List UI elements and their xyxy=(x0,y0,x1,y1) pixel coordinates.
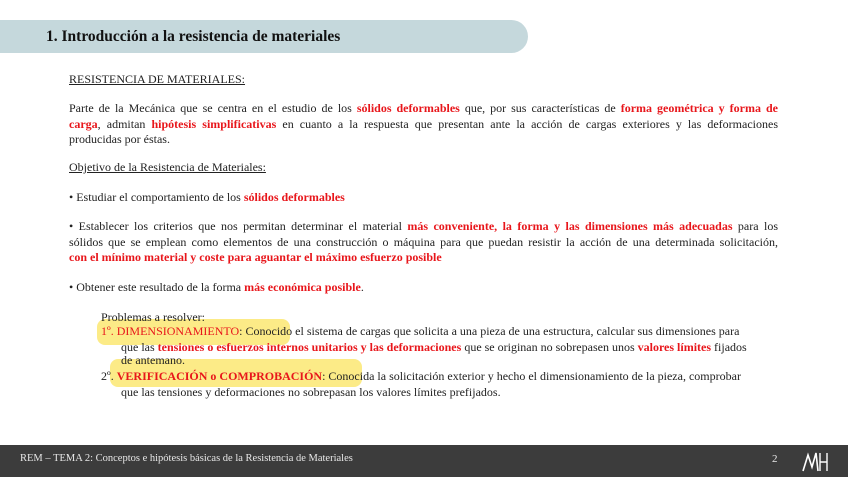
section-title: RESISTENCIA DE MATERIALES: xyxy=(69,72,246,86)
bullet-3: • Obtener este resultado de la forma más económica posible. xyxy=(69,280,364,294)
logo-icon xyxy=(800,449,830,475)
problem-1: 1º. DIMENSIONAMIENTO: Conocido el sistema de cargas que solicita a una pieza de una estructura, calcular sus dimensiones para que las tensiones o esfuerzos internos unitarios y las deformaciones que se originan no sobrepasen unos valores límites fijados de antemano. xyxy=(101,324,747,367)
intro-paragraph: Parte de la Mecánica que se centra en el estudio de los sólidos deformables que, por sus características de forma geométrica y forma de carga, admitan hipótesis simplificativas en cuanto a la respuesta que presentan ante la acción de cargas exteriores y las deformaciones producidas por éstas. xyxy=(69,101,778,146)
problems-title: Problemas a resolver: xyxy=(101,310,205,324)
bullet-2: • Establecer los criterios que nos permitan determinar el material más conveniente, la forma y las dimensiones más adecuadas para los sólidos que se emplean como elementos de una construcción o máquina para que puedan resistir la acción de una determinada solicitación, con el mínimo material y coste para aguantar el máximo esfuerzo posible xyxy=(69,219,779,264)
problem-2: 2º. VERIFICACIÓN o COMPROBACIÓN: Conocida la solicitación exterior y hecho el dimensionamiento de la pieza, comprobar que las tensiones y deformaciones no sobrepasan los valores límites prefijados. xyxy=(101,369,741,399)
page-number: 2 xyxy=(772,453,778,465)
footer-text: REM – TEMA 2: Conceptos e hipótesis básicas de la Resistencia de Materiales xyxy=(20,453,353,464)
objective-title: Objetivo de la Resistencia de Materiales: xyxy=(69,160,266,174)
slide-title: 1. Introducción a la resistencia de materiales xyxy=(46,28,341,45)
bullet-1: • Estudiar el comportamiento de los sólidos deformables xyxy=(69,190,345,204)
